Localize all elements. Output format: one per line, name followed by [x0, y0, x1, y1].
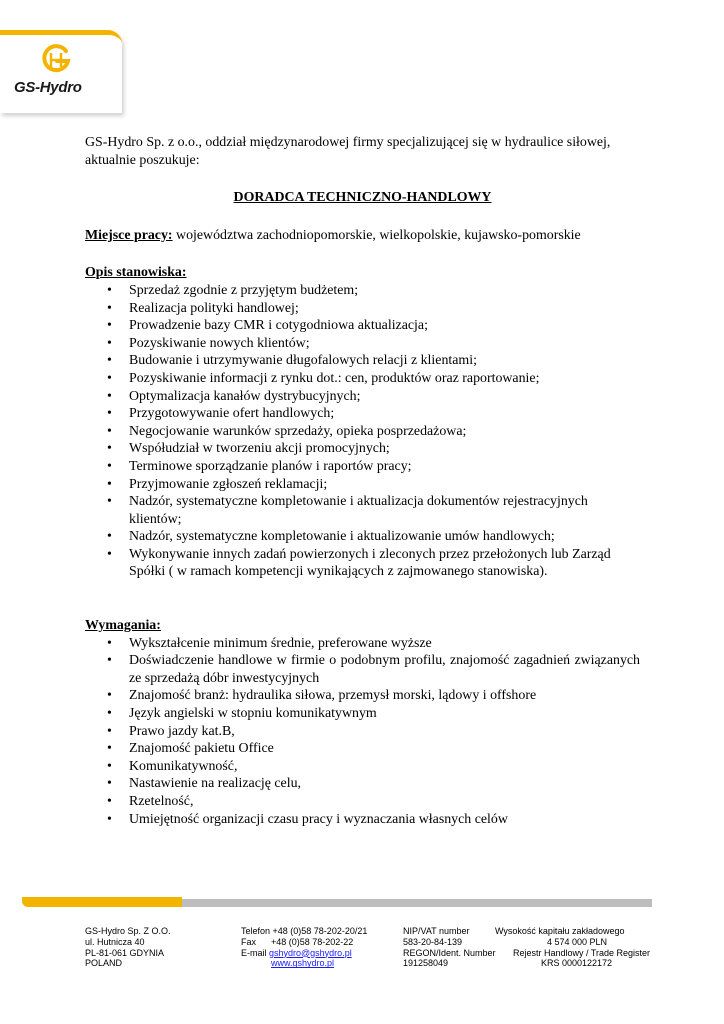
email-line — [241, 948, 367, 959]
list-item: • Terminowe sporządzanie planów i raportów pracy; — [85, 458, 640, 476]
website-link[interactable]: www.gshydro.pl — [271, 958, 335, 969]
phone-line: Telefon +48 (0)58 78-202-20/21 — [241, 926, 368, 936]
intro-paragraph: GS-Hydro Sp. z o.o., oddział międzynarodowej firmy specjalizującej się w hydraulice siłowej, aktualnie poszukuje: — [85, 135, 611, 168]
list-item: • Realizacja polityki handlowej; — [85, 300, 640, 318]
footer-address — [85, 926, 171, 969]
description-heading: Opis stanowiska: — [85, 265, 187, 281]
list-item: • Umiejętność organizacji czasu pracy i wyznaczania własnych celów — [85, 811, 640, 829]
company-logo — [0, 30, 122, 113]
address-line: GS-Hydro Sp. Z O.O. — [85, 926, 171, 936]
list-item: • Wykształcenie minimum średnie, preferowane wyższe — [85, 635, 640, 653]
list-item: • Prawo jazdy kat.B, — [85, 723, 640, 741]
requirements-section — [85, 617, 640, 635]
list-item: • Nadzór, systematyczne kompletowanie i aktualizowanie umów handlowych; — [85, 528, 640, 546]
location-line — [85, 227, 640, 245]
nip-label: NIP/VAT number — [403, 926, 470, 936]
list-item: • Negocjowanie warunków sprzedaży, opieka posprzedażowa; — [85, 423, 640, 441]
list-item: • Język angielski w stopniu komunikatywnym — [85, 705, 640, 723]
footer-bar-grey — [182, 899, 652, 907]
location-label: Miejsce pracy: — [85, 227, 173, 243]
list-item: • Doświadczenie handlowe w firmie o podobnym profilu, znajomość zagadnień związanych ze sprzedażą dóbr inwestycyjnych — [85, 652, 640, 687]
list-item: • Sprzedaż zgodnie z przyjętym budżetem; — [85, 282, 640, 300]
description-section — [85, 264, 640, 282]
document-body — [85, 134, 640, 828]
gs-hydro-logo-mark-icon — [40, 43, 72, 75]
krs-value: KRS 0000122172 — [541, 958, 613, 969]
list-item: • Przygotowywanie ofert handlowych; — [85, 405, 640, 423]
list-item: • Budowanie i utrzymywanie długofalowych relacji z klientami; — [85, 352, 640, 370]
capital-label: Wysokość kapitału zakładowego — [495, 926, 625, 936]
regon-label: REGON/Ident. Number — [403, 947, 496, 958]
footer-divider — [22, 897, 652, 909]
list-item: • Optymalizacja kanałów dystrybucyjnych; — [85, 388, 640, 406]
list-item: • Znajomość branż: hydraulika siłowa, przemysł morski, lądowy i offshore — [85, 687, 640, 705]
list-item: • Współudział w tworzeniu akcji promocyjnych; — [85, 440, 640, 458]
location-value: województwa zachodniopomorskie, wielkopolskie, kujawsko-pomorskie — [176, 227, 581, 243]
requirements-list — [85, 635, 640, 829]
list-item: • Nastawienie na realizację celu, — [85, 775, 640, 793]
email-link[interactable]: gshydro@gshydro.pl — [269, 947, 352, 958]
footer-capital — [495, 926, 650, 969]
footer-bar-yellow — [22, 897, 182, 907]
list-item: • Znajomość pakietu Office — [85, 740, 640, 758]
website-line — [241, 958, 367, 969]
list-item: • Przyjmowanie zgłoszeń reklamacji; — [85, 476, 640, 494]
capital-value: 4 574 000 PLN — [547, 936, 608, 947]
address-line: PL-81-061 GDYNIA — [85, 947, 165, 958]
description-list — [85, 282, 640, 581]
logo-text: GS-Hydro — [14, 79, 82, 96]
list-item: • Pozyskiwanie nowych klientów; — [85, 335, 640, 353]
list-item: • Pozyskiwanie informacji z rynku dot.: cen, produktów oraz raportowanie; — [85, 370, 640, 388]
email-label: E-mail — [241, 947, 270, 958]
requirements-heading: Wymagania: — [85, 618, 161, 634]
list-item: • Nadzór, systematyczne kompletowanie i aktualizacja dokumentów rejestracyjnych klientów; — [85, 493, 640, 528]
nip-value: 583-20-84-139 — [403, 936, 463, 947]
list-item: • Rzetelność, — [85, 793, 640, 811]
address-line: ul. Hutnicza 40 — [85, 936, 145, 947]
register-label: Rejestr Handlowy / Trade Register — [513, 947, 651, 958]
list-item: • Komunikatywność, — [85, 758, 640, 776]
address-line: POLAND — [85, 958, 123, 969]
job-title: DORADCA TECHNICZNO-HANDLOWY — [233, 190, 492, 206]
fax-line: Fax +48 (0)58 78-202-22 — [241, 936, 354, 947]
footer-ids — [403, 926, 496, 969]
footer-contact — [241, 926, 367, 969]
list-item: • Wykonywanie innych zadań powierzonych i zleconych przez przełożonych lub Zarząd Spółki ( w ramach kompetencji wynikających z zajmowanego stanowiska). — [85, 546, 640, 581]
list-item: • Prowadzenie bazy CMR i cotygodniowa aktualizacja; — [85, 317, 640, 335]
regon-value: 191258049 — [403, 958, 449, 969]
